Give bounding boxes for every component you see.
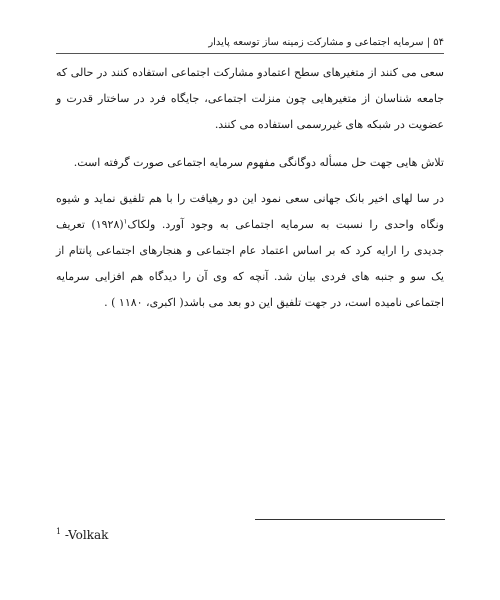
running-head xyxy=(56,36,444,50)
footnote-marker: ۱ xyxy=(123,217,128,226)
paragraph-text: (۱۹۲۸) تعریف جدیدی را ارایه کرد که بر اساس اعتماد عام اجتماعی و هنجارهای اجتماعی پانتام از یک سو و جنبه های فردی بیان شد. آنچه که وی آن را دیدگاه هم افزایی سرمایه اجتماعی نامیده است، در جهت تلفیق این دو بعد می باشد( اکبری، ۱۱۸۰ ) . xyxy=(56,218,444,309)
header-rule xyxy=(56,53,444,54)
footnote-text: -Volkak xyxy=(61,528,109,542)
paragraph: سعی می کنند از متغیرهای سطح اعتمادو مشارکت اجتماعی استفاده کنند در حالی که جامعه شناسان از متغیرهایی چون منزلت اجتماعی، جایگاه فرد در ساختار قدرت و عضویت در شبکه های غیررسمی استفاده می کنند. xyxy=(56,66,444,131)
footnote xyxy=(56,524,108,543)
paragraph: تلاش هایی جهت حل مسأله دوگانگی مفهوم سرمایه اجتماعی صورت گرفته است. xyxy=(73,156,444,169)
body-text xyxy=(56,60,444,316)
paragraph-text: در سا لهای اخیر بانک جهانی سعی نمود این دو رهیافت را با هم تلفیق نماید و شیوه ونگاه واحدی را نسبت به سرمایه اجتماعی به وجود آورد. ولکاک xyxy=(56,192,444,231)
running-head-text: ۵۴ | سرمایه اجتماعی و مشارکت زمینه ساز توسعه پایدار xyxy=(208,37,444,48)
footnote-rule xyxy=(255,519,445,520)
footnote-number: 1 xyxy=(56,527,62,536)
paragraph xyxy=(56,186,444,316)
